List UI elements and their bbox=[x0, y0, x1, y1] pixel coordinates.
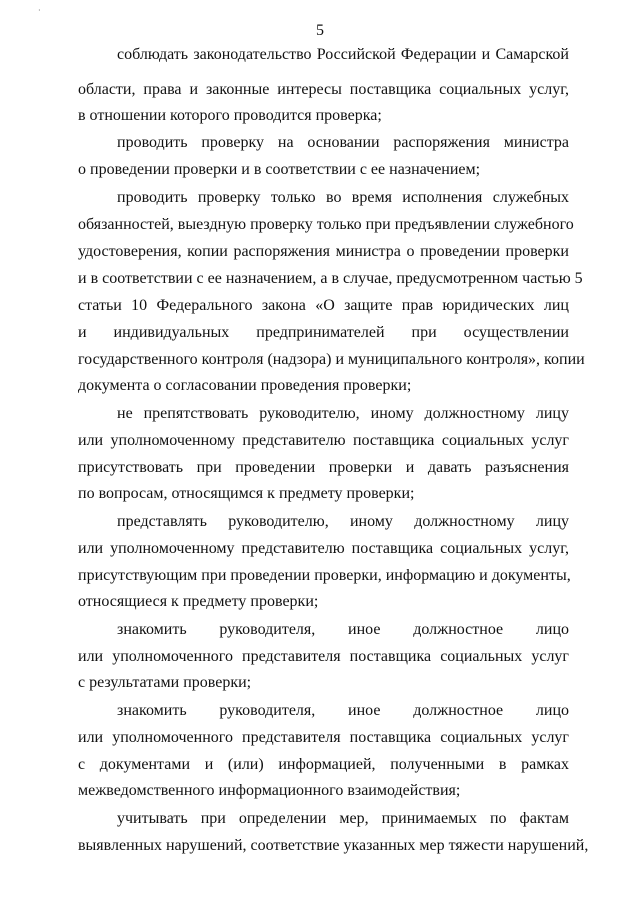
text-line: удостоверения, копии распоряжения министра о проведении проверки bbox=[78, 243, 569, 260]
text-line: представлять руководителю, иному должностному лицу bbox=[117, 513, 569, 530]
text-line: знакомить руководителя, иное должностное лицо bbox=[117, 702, 569, 719]
text-line: о проведении проверки и в соответствии с ее назначением; bbox=[78, 161, 481, 178]
page-number: 5 bbox=[316, 22, 324, 39]
text-line: и индивидуальных предпринимателей при осуществлении bbox=[78, 324, 569, 341]
text-line: или уполномоченного представителя поставщика социальных услуг bbox=[78, 729, 569, 746]
text-line: проводить проверку на основании распоряжения министра bbox=[117, 134, 569, 151]
text-line: по вопросам, относящимся к предмету проверки; bbox=[78, 485, 415, 502]
text-line: в отношении которого проводится проверка; bbox=[78, 107, 382, 124]
text-line: учитывать при определении мер, принимаемых по фактам bbox=[117, 810, 569, 827]
text-line: присутствовать при проведении проверки и давать разъяснения bbox=[78, 459, 569, 476]
text-line: документа о согласовании проведения проверки; bbox=[78, 377, 412, 394]
text-line: или уполномоченному представителю поставщика социальных услуг, bbox=[78, 540, 569, 557]
text-line: знакомить руководителя, иное должностное лицо bbox=[117, 621, 569, 638]
text-line: не препятствовать руководителю, иному должностному лицу bbox=[117, 405, 569, 422]
text-line: или уполномоченного представителя поставщика социальных услуг bbox=[78, 648, 569, 665]
text-line: области, права и законные интересы поставщика социальных услуг, bbox=[78, 81, 569, 98]
text-line: обязанностей, выездную проверку только при предъявлении служебного bbox=[78, 216, 574, 233]
text-line: государственного контроля (надзора) и муниципального контроля», копии bbox=[78, 351, 585, 368]
text-line: выявленных нарушений, соответствие указанных мер тяжести нарушений, bbox=[78, 837, 589, 854]
text-line: соблюдать законодательство Российской Федерации и Самарской bbox=[117, 46, 569, 63]
scan-artifact: · bbox=[38, 6, 41, 15]
text-line: межведомственного информационного взаимодействия; bbox=[78, 782, 461, 799]
text-line: или уполномоченному представителю поставщика социальных услуг bbox=[78, 432, 569, 449]
text-line: и в соответствии с ее назначением, а в случае, предусмотренном частью 5 bbox=[78, 270, 583, 287]
text-line: с результатами проверки; bbox=[78, 674, 252, 691]
text-line: с документами и (или) информацией, полученными в рамках bbox=[78, 756, 569, 773]
text-line: статьи 10 Федерального закона «О защите прав юридических лиц bbox=[78, 297, 569, 314]
text-line: проводить проверку только во время исполнения служебных bbox=[117, 189, 569, 206]
text-line: относящиеся к предмету проверки; bbox=[78, 593, 319, 610]
text-line: присутствующим при проведении проверки, информацию и документы, bbox=[78, 567, 571, 584]
